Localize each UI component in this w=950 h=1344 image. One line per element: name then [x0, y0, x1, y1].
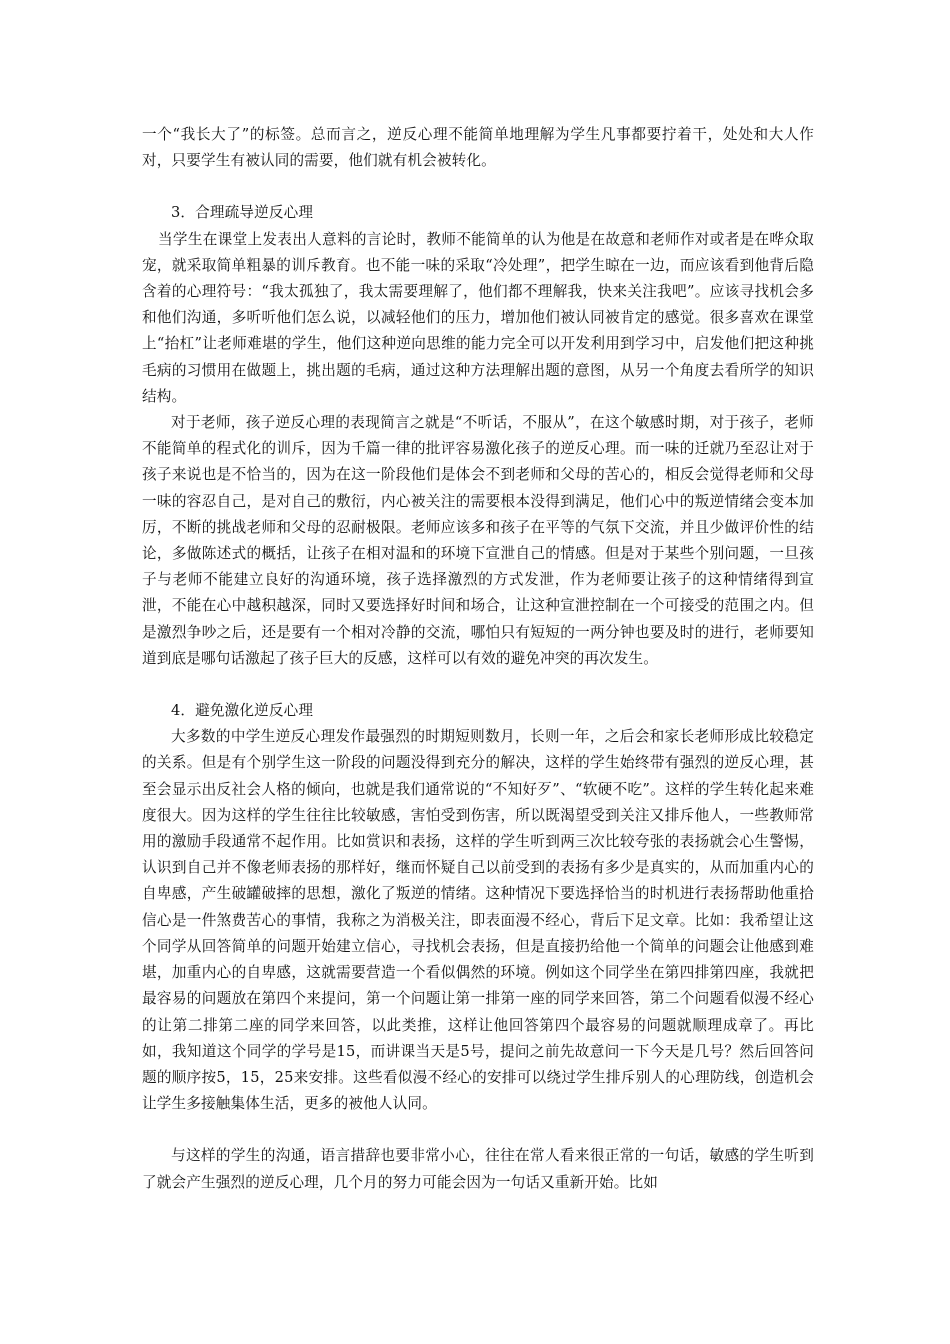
document-body: [142, 122, 814, 1196]
paragraph-4-2: 与这样的学生的沟通，语言措辞也要非常小心，往往在常人看来很正常的一句话，敏感的学生听到了就会产生强烈的逆反心理，几个月的努力可能会因为一句话又重新开始。比如: [142, 1147, 814, 1191]
section-heading-4: 4．避免激化逆反心理: [171, 702, 314, 720]
paragraph-gap: [142, 1117, 814, 1143]
paragraph-gap: [142, 672, 814, 698]
paragraph-4-1: 大多数的中学生逆反心理发作最强烈的时期短则数月，长则一年，之后会和家长老师形成比较稳定的关系。但是有个别学生这一阶段的问题没得到充分的解决，这样的学生始终带有强烈的逆反心理，甚至会显示出反社会人格的倾向，也就是我们通常说的“不知好歹”、“软硬不吃”。这样的学生转化起来难度很大。因为这样的学生往往比较敏感，害怕受到伤害，所以既渴望受到关注又排斥他人，一些教师常用的激励手段通常不起作用。比如赏识和表扬，这样的学生听到两三次比较夸张的表扬就会心生警惕，认识到自己并不像老师表扬的那样好，继而怀疑自己以前受到的表扬有多少是真实的，从而加重内心的自卑感，产生破罐破摔的思想，激化了叛逆的情绪。这种情况下要选择恰当的时机进行表扬帮助他重拾信心是一件煞费苦心的事情，我称之为消极关注，即表面漫不经心，背后下足文章。比如：我希望让这个同学从回答简单的问题开始建立信心，寻找机会表扬，但是直接扔给他一个简单的问题会让他感到难堪，加重内心的自卑感，这就需要营造一个看似偶然的环境。例如这个同学坐在第四排第四座，我就把最容易的问题放在第四个来提问，第一个问题让第一排第一座的同学来回答，第二个问题看似漫不经心的让第二排第二座的同学来回答，以此类推，这样让他回答第四个最容易的问题就顺理成章了。再比如，我知道这个同学的学号是15，而讲课当天是5号，提问之前先故意问一下今天是几号？然后回答问题的顺序按5，15，25来安排。这些看似漫不经心的安排可以绕过学生排斥别人的心理防线，创造机会让学生多接触集体生活，更多的被他人认同。: [142, 728, 814, 1113]
paragraph-3-1: 当学生在课堂上发表出人意料的言论时，教师不能简单的认为他是在故意和老师作对或者是在哗众取宠，就采取简单粗暴的训斥教育。也不能一味的采取“冷处理”，把学生晾在一边，而应该看到他背后隐含着的心理符号：“我太孤独了，我太需要理解了，他们都不理解我，快来关注我吧”。应该寻找机会多和他们沟通，多听听他们怎么说，以减轻他们的压力，增加他们被认同被肯定的感觉。很多喜欢在课堂上“抬杠”让老师难堪的学生，他们这种逆向思维的能力完全可以开发利用到学习中，启发他们把这种挑毛病的习惯用在做题上，挑出题的毛病，通过这种方法理解出题的意图，从另一个角度去看所学的知识结构。: [142, 230, 814, 405]
paragraph-3-2: 对于老师，孩子逆反心理的表现简言之就是“不听话，不服从”，在这个敏感时期，对于孩子，老师不能简单的程式化的训斥，因为千篇一律的批评容易激化孩子的逆反心理。而一味的迁就乃至忍让对于孩子来说也是不恰当的，因为在这一阶段他们是体会不到老师和父母的苦心的，相反会觉得老师和父母一味的容忍自己，是对自己的敷衍，内心被关注的需要根本没得到满足，他们心中的叛逆情绪会变本加厉，不断的挑战老师和父母的忍耐极限。老师应该多和孩子在平等的气氛下交流，并且少做评价性的结论，多做陈述式的概括，让孩子在相对温和的环境下宣泄自己的情感。但是对于某些个别问题，一旦孩子与老师不能建立良好的沟通环境，孩子选择激烈的方式发泄，作为老师要让孩子的这种情绪得到宣泄，不能在心中越积越深，同时又要选择好时间和场合，让这种宣泄控制在一个可接受的范围之内。但是激烈争吵之后，还是要有一个相对冷静的交流，哪怕只有短短的一两分钟也要及时的进行，老师要知道到底是哪句话激起了孩子巨大的反感，这样可以有效的避免冲突的再次发生。: [142, 414, 814, 667]
section-heading-3: 3．合理疏导逆反心理: [171, 204, 314, 222]
paragraph-intro: 一个“我长大了”的标签。总而言之，逆反心理不能简单地理解为学生凡事都要拧着干，处处和大人作对，只要学生有被认同的需要，他们就有机会被转化。: [142, 126, 814, 170]
paragraph-gap: [142, 174, 814, 200]
